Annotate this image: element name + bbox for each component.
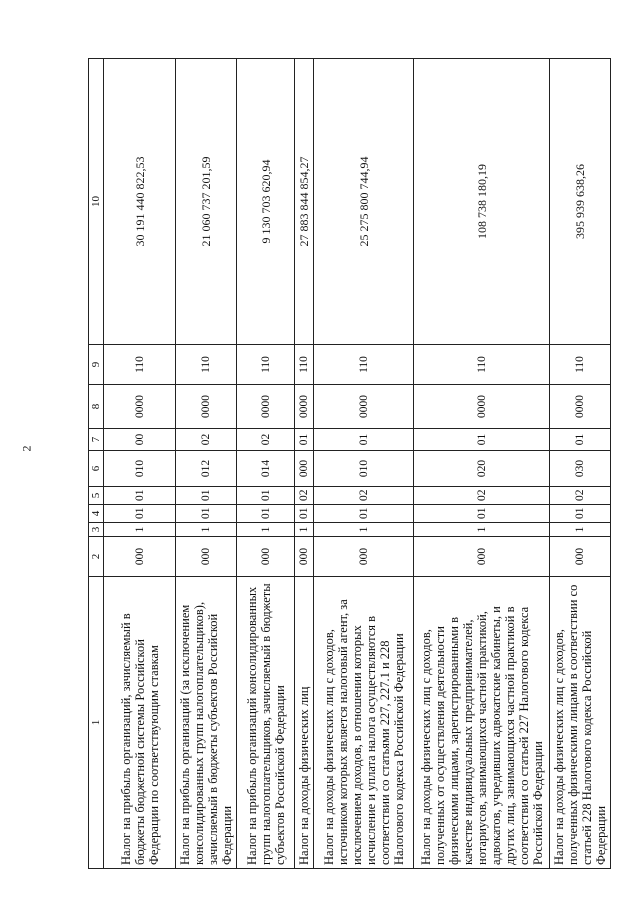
revenue-name: Налог на доходы физических лиц [295,577,314,869]
header-cell: 8 [89,385,104,429]
code-article: 02 [314,487,414,505]
amount: 9 130 703 620,94 [237,59,295,345]
code-article: 02 [414,487,550,505]
code-admin: 000 [314,537,414,577]
code-subgroup: 01 [414,505,550,523]
code-program: 0000 [104,385,176,429]
table-row [314,59,414,869]
code-element: 02 [176,429,237,451]
rotated-table-container [88,59,608,869]
code-economic: 110 [295,345,314,385]
code-article: 02 [550,487,611,505]
table-row [295,59,314,869]
code-economic: 110 [314,345,414,385]
code-program: 0000 [295,385,314,429]
code-group: 1 [237,523,295,537]
revenue-name: Налог на прибыль организаций, зачисляемый в бюджеты бюджетной системы Российской Федерации по соответствующим ставкам [104,577,176,869]
code-subgroup: 01 [104,505,176,523]
header-cell: 4 [89,505,104,523]
code-economic: 110 [414,345,550,385]
code-subgroup: 01 [295,505,314,523]
header-cell: 3 [89,523,104,537]
code-economic: 110 [237,345,295,385]
code-subarticle: 012 [176,451,237,487]
budget-revenue-table [88,58,611,869]
code-subarticle: 010 [104,451,176,487]
code-program: 0000 [314,385,414,429]
amount: 108 738 180,19 [414,59,550,345]
code-subgroup: 01 [314,505,414,523]
table-row [414,59,550,869]
revenue-name: Налог на доходы физических лиц с доходов, источником которых является налоговый агент, за исключением доходов, в отношении которых исчисление и уплата налога осуществляются в соответствии со статьями 227, 227.1 и 228 Налогового кодекса Российской Федерации [314,577,414,869]
header-cell: 5 [89,487,104,505]
code-subgroup: 01 [176,505,237,523]
code-subarticle: 000 [295,451,314,487]
code-economic: 110 [176,345,237,385]
code-program: 0000 [414,385,550,429]
header-cell: 9 [89,345,104,385]
code-group: 1 [414,523,550,537]
code-admin: 000 [176,537,237,577]
code-subgroup: 01 [550,505,611,523]
code-subarticle: 010 [314,451,414,487]
table-row [550,59,611,869]
code-subarticle: 014 [237,451,295,487]
code-group: 1 [314,523,414,537]
code-element: 01 [314,429,414,451]
code-group: 1 [550,523,611,537]
code-program: 0000 [237,385,295,429]
code-admin: 000 [414,537,550,577]
amount: 25 275 800 744,94 [314,59,414,345]
code-group: 1 [104,523,176,537]
code-program: 0000 [550,385,611,429]
code-element: 01 [550,429,611,451]
code-subarticle: 030 [550,451,611,487]
revenue-name: Налог на доходы физических лиц с доходов, полученных от осуществления деятельности физическими лицами, зарегистрированными в качестве индивидуальных предпринимателей, нотариусов, занимающихся частной практикой, адвокатов, учредивших адвокатские кабинеты, и других лиц, занимающихся частной практикой в соответствии со статьей 227 Налогового кодекса Российской Федерации [414,577,550,869]
revenue-name: Налог на прибыль организаций (за исключением консолидированных групп налогоплательщиков), зачисляемый в бюджеты субъектов Российской Федерации [176,577,237,869]
code-article: 01 [104,487,176,505]
header-cell: 10 [89,59,104,345]
code-article: 02 [295,487,314,505]
code-article: 01 [237,487,295,505]
code-group: 1 [295,523,314,537]
code-program: 0000 [176,385,237,429]
code-element: 02 [237,429,295,451]
code-element: 01 [295,429,314,451]
page-number: 2 [19,445,34,452]
code-article: 01 [176,487,237,505]
amount: 395 939 638,26 [550,59,611,345]
table-row [237,59,295,869]
table-row [104,59,176,869]
code-economic: 110 [550,345,611,385]
code-economic: 110 [104,345,176,385]
code-element: 00 [104,429,176,451]
code-subgroup: 01 [237,505,295,523]
header-cell: 7 [89,429,104,451]
code-element: 01 [414,429,550,451]
revenue-name: Налог на доходы физических лиц с доходов, полученных физическими лицами в соответствии со статьей 228 Налогового кодекса Российской Федерации [550,577,611,869]
amount: 21 060 737 201,59 [176,59,237,345]
code-admin: 000 [295,537,314,577]
header-cell: 2 [89,537,104,577]
code-admin: 000 [237,537,295,577]
header-row [89,59,104,869]
code-subarticle: 020 [414,451,550,487]
header-cell: 6 [89,451,104,487]
header-cell: 1 [89,577,104,869]
code-group: 1 [176,523,237,537]
table-row [176,59,237,869]
code-admin: 000 [104,537,176,577]
amount: 27 883 844 854,27 [295,59,314,345]
code-admin: 000 [550,537,611,577]
amount: 30 191 440 822,53 [104,59,176,345]
revenue-name: Налог на прибыль организаций консолидированных групп налогоплательщиков, зачисляемый в бюджеты субъектов Российской Федерации [237,577,295,869]
